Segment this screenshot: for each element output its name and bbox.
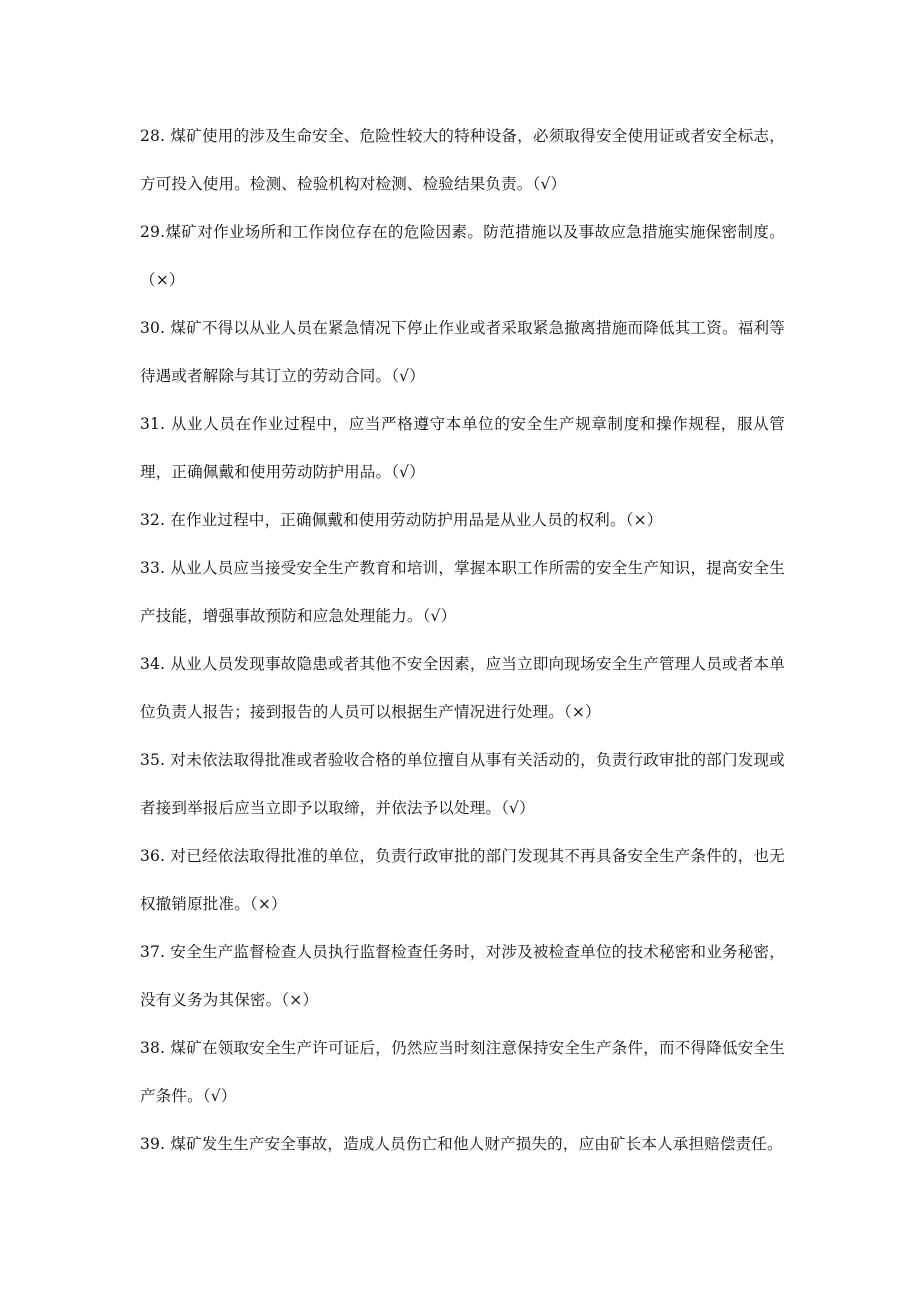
question-36: 36. 对已经依法取得批准的单位，负责行政审批的部门发现其不再具备安全生产条件的，也无权撤销原批准。（×） (140, 847, 785, 913)
question-32: 32. 在作业过程中，正确佩戴和使用劳动防护用品是从业人员的权利。（×） (140, 511, 663, 529)
question-31: 31. 从业人员在作业过程中，应当严格遵守本单位的安全生产规章制度和操作规程，服从管理，正确佩戴和使用劳动防护用品。（√） (140, 415, 785, 481)
question-38: 38. 煤矿在领取安全生产许可证后，仍然应当时刻注意保持安全生产条件，而不得降低安全生产条件。（√） (140, 1039, 785, 1105)
question-28: 28. 煤矿使用的涉及生命安全、危险性较大的特种设备，必须取得安全使用证或者安全标志，方可投入使用。检测、检验机构对检测、检验结果负责。（√） (140, 127, 785, 193)
question-33: 33. 从业人员应当接受安全生产教育和培训，掌握本职工作所需的安全生产知识，提高安全生产技能，增强事故预防和应急处理能力。（√） (140, 559, 785, 625)
question-30: 30. 煤矿不得以从业人员在紧急情况下停止作业或者采取紧急撤离措施而降低其工资。福利等待遇或者解除与其订立的劳动合同。（√） (140, 319, 785, 385)
question-29: 29.煤矿对作业场所和工作岗位存在的危险因素。防范措施以及事故应急措施实施保密制度。（×） (140, 223, 785, 289)
question-39: 39. 煤矿发生生产安全事故，造成人员伤亡和他人财产损失的，应由矿长本人承担赔偿责任。 (140, 1135, 783, 1153)
question-34: 34. 从业人员发现事故隐患或者其他不安全因素，应当立即向现场安全生产管理人员或者本单位负责人报告；接到报告的人员可以根据生产情况进行处理。（×） (140, 655, 785, 721)
question-35: 35. 对未依法取得批准或者验收合格的单位擅自从事有关活动的，负责行政审批的部门发现或者接到举报后应当立即予以取缔，并依法予以处理。（√） (140, 751, 785, 817)
question-37: 37. 安全生产监督检查人员执行监督检查任务时，对涉及被检查单位的技术秘密和业务秘密，没有义务为其保密。（×） (140, 943, 785, 1009)
